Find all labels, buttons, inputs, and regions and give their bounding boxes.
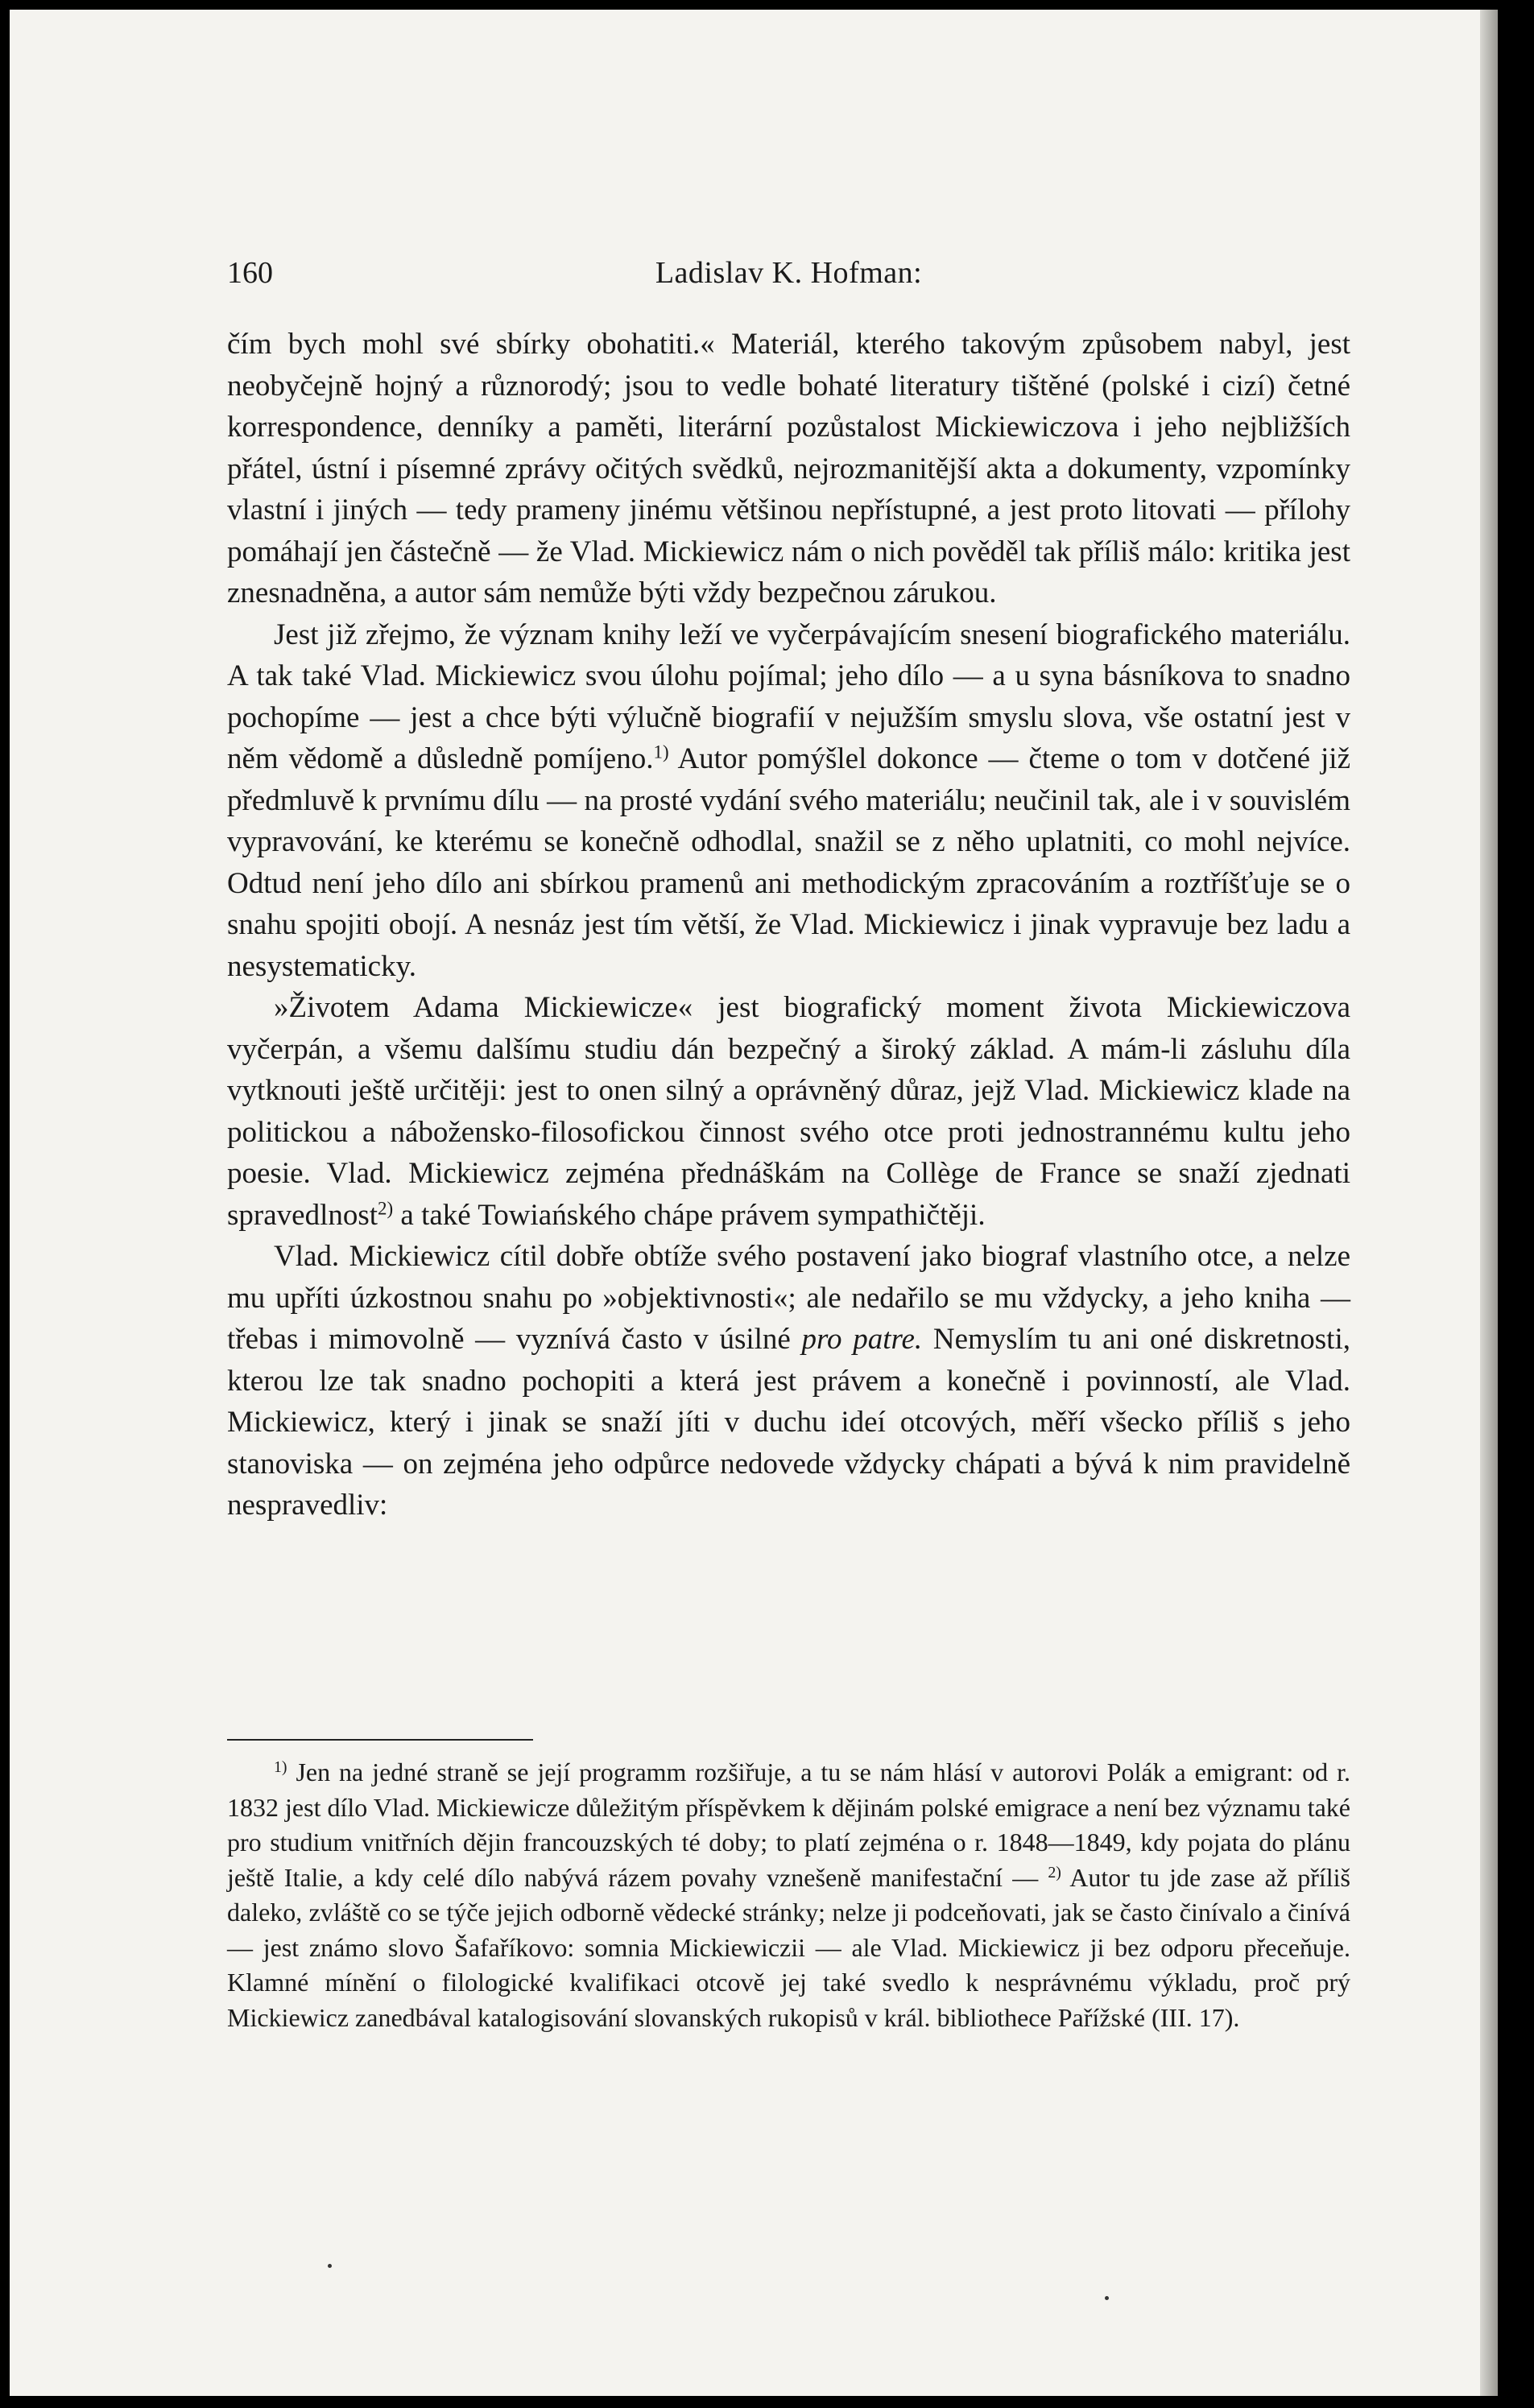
scan-edge-shadow (1480, 10, 1498, 2396)
paragraph-2-text-a: Jest již zřejmo, že význam knihy leží ve vyčerpávajícím snesení biografického materiálu. A tak také Vlad. Mickiewicz svou úlohu pojímal; jeho dílo — a u syna básníkova to snadno pochopíme — jest a chce býti výlučně biografií v nejužším smyslu slova, vše ostatní jest v něm vědomě a důsledně pomíjeno. (227, 617, 1350, 775)
scan-speck (1105, 2296, 1109, 2300)
footnote-1-text: Jen na jedné straně se její programm rozšiřuje, a tu se nám hlásí v autorovi Polák a emigrant: od r. 1832 jest dílo Vlad. Mickiewicze důležitým příspěvkem k dějinám polské emigrace a není bez významu také pro studium vnitřních dějin francouzských té doby; to platí zejména o r. 1848—1849, kdy pojata do plánu ještě Italie, a kdy celé dílo nabývá rázem povahy vznešeně manifestační — (227, 1757, 1350, 1892)
footnotes (227, 1755, 1350, 2035)
main-text (227, 324, 1350, 1526)
paragraph-3 (227, 987, 1350, 1236)
paragraph-4-text-a: Vlad. Mickiewicz cítil dobře obtíže svého postavení jako biograf vlastního otce, a nelze mu upříti úzkostnou snahu po »objektivnosti«; ale nedařilo se mu vždycky, a jeho kniha — třebas i mimovolně — vyznívá často v úsilné (227, 1240, 1350, 1356)
paragraph-4 (227, 1236, 1350, 1526)
paragraph-1: čím bych mohl své sbírky obohatiti.« Materiál, kterého takovým způsobem nabyl, jest neobyčejně hojný a různorodý; jsou to vedle bohaté literatury tištěné (polské i cizí) četné korrespondence, denníky a paměti, literární pozůstalost Mickiewiczova i jeho nejbližších přátel, ústní i písemné zprávy očitých svědků, nejrozmanitější akta a dokumenty, vzpomínky vlastní i jiných — tedy prameny jinému většinou nepřístupné, a jest proto litovati — přílohy pomáhají jen částečně — že Vlad. Mickiewicz nám o nich pověděl tak příliš málo: kritika jest znesnadněna, a autor sám nemůže býti vždy bezpečnou zárukou. (227, 328, 1350, 609)
latin-phrase: pro patre. (801, 1323, 923, 1356)
page-header (227, 255, 1350, 291)
footnote-divider (227, 1739, 533, 1741)
paragraph-2 (227, 614, 1350, 988)
footnote-ref-1: 1) (653, 741, 669, 762)
footnote-2-text: Autor tu jde zase až příliš daleko, zvláště co se týče jejich odborně vědecké stránky; nelze ji podceňovati, jak se často činívalo a činívá — jest známo slovo Šafaříkovo: somnia Mickiewiczii — ale Vlad. Mickiewicz ji bez odporu přeceňuje. Klamné mínění o filologické kvalifikaci otcově jej také svedlo k nesprávnému výkladu, proč prý Mickiewicz zanedbával katalogisování slovanských rukopisů v král. bibliothece Pařížské (III. 17). (227, 1862, 1351, 2032)
paragraph-2-text-b: Autor pomýšlel dokonce — čteme o tom v dotčené již předmluvě k prvnímu dílu — na prosté vydání svého materiálu; neučinil tak, ale i v souvislém vypravování, ke kterému se konečně odhodlal, snažil se z něho uplatniti, co mohl nejvíce. Odtud není jeho dílo ani sbírkou pramenů ani methodickým zpracováním a roztříšťuje se o snahu spojiti obojí. A nesnáz jest tím větší, že Vlad. Mickiewicz i jinak vypravuje bez ladu a nesystematicky. (227, 742, 1350, 983)
paragraph-3-text-a: »Životem Adama Mickiewicze« jest biografický moment života Mickiewiczova vyčerpán, a všemu dalšímu studiu dán bezpečný a široký základ. A mám-li zásluhu díla vytknouti ještě určitěji: jest to onen silný a oprávněný důraz, jejž Vlad. Mickiewicz klade na politickou a nábožensko-filosofickou činnost svého otce proti jednostrannému kultu jeho poesie. Vlad. Mickiewicz zejména přednáškám na Collège de France se snaží zjednati spravedlnost (227, 991, 1350, 1232)
scan-speck (328, 2264, 332, 2268)
page-number: 160 (227, 256, 273, 290)
paragraph-3-text-b: a také Towiańského chápe právem sympathičtěji. (393, 1198, 986, 1232)
running-head: Ladislav K. Hofman: (655, 256, 923, 290)
footnote-block (227, 1755, 1350, 2035)
footnote-ref-2: 2) (378, 1197, 394, 1218)
footnote-1-mark: 1) (274, 1758, 287, 1777)
footnote-2-mark: 2) (1048, 1863, 1061, 1881)
book-page (10, 10, 1498, 2396)
paragraph-4-text-b: Nemyslím tu ani oné diskretnosti, kterou lze tak snadno pochopiti a která jest právem a konečně i povinností, ale Vlad. Mickiewicz, který i jinak se snaží jíti v duchu ideí otcových, měří všecko příliš s jeho stanoviska — on zejména jeho odpůrce nedovede vždycky chápati a bývá k nim pravidelně nespravedliv: (227, 1323, 1350, 1522)
